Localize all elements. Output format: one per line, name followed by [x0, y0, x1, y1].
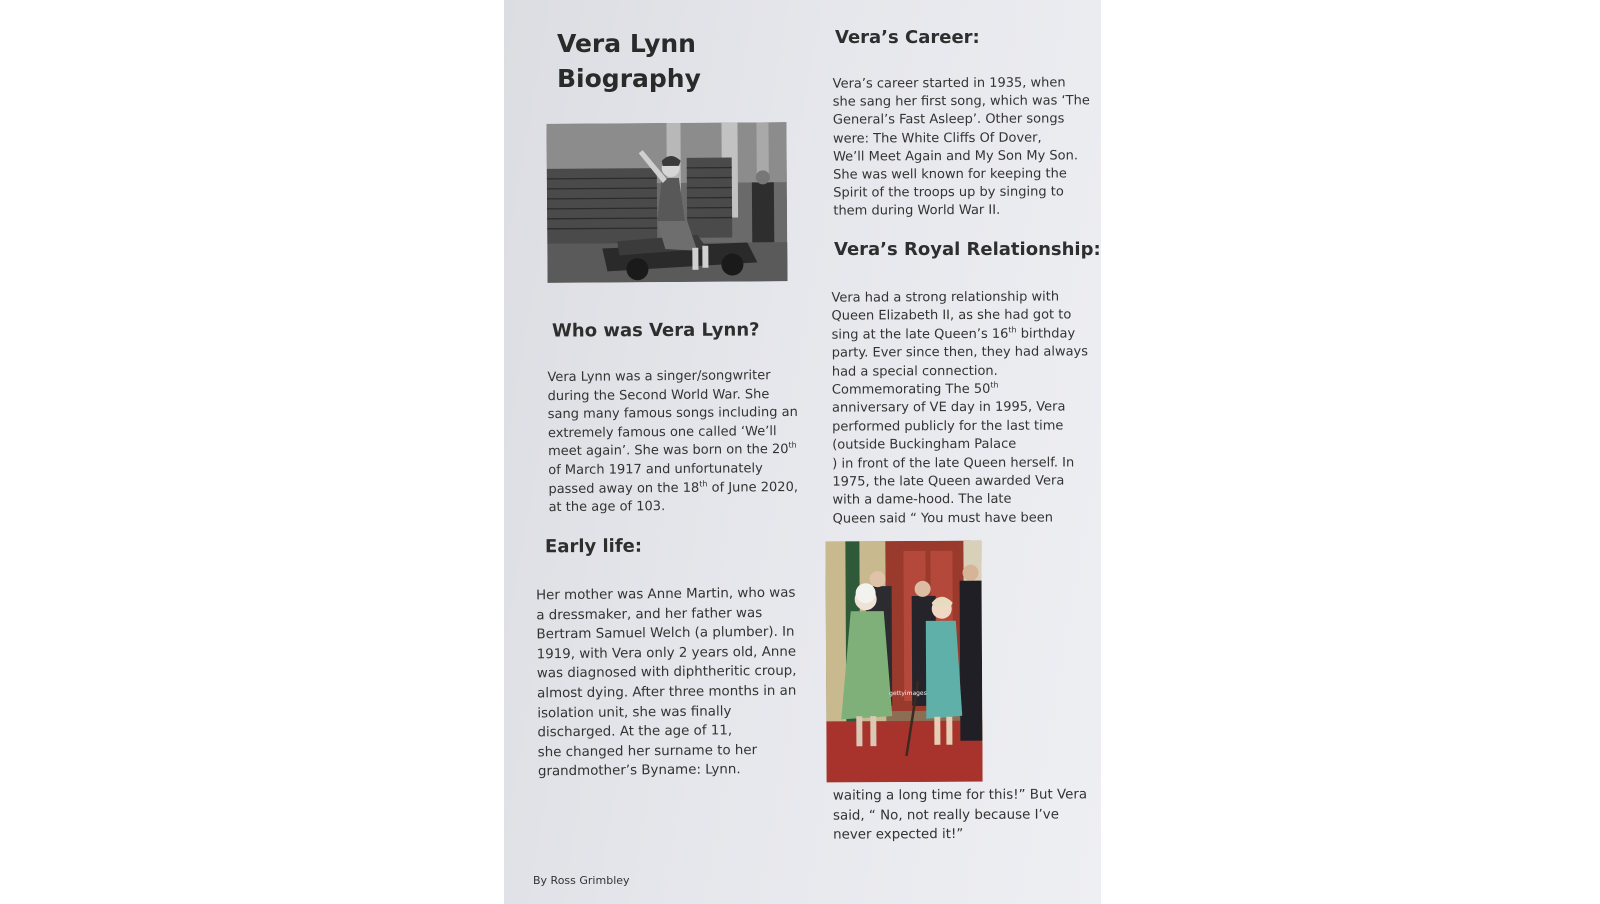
career-line: Vera’s career started in 1935, when — [832, 75, 1066, 92]
royal-line-text: sing at the late Queen’s 16 — [831, 326, 1009, 343]
watermark-text: gettyimages — [889, 689, 927, 698]
who-paragraph — [547, 367, 798, 518]
early-line: was diagnosed with diphtheritic croup, — [536, 664, 797, 682]
who-line: at the age of 103. — [548, 499, 666, 516]
early-life-heading: Early life: — [544, 535, 643, 558]
early-line: 1919, with Vera only 2 years old, Anne — [536, 644, 797, 663]
career-line: General’s Fast Asleep’. Other songs — [832, 111, 1065, 129]
who-line: during the Second World War. She — [547, 386, 770, 404]
career-paragraph — [833, 74, 1091, 221]
title-line-1: Vera Lynn — [557, 29, 696, 58]
royal-line: Queen said “ You must have been — [832, 510, 1054, 527]
early-line: isolation unit, she was finally — [537, 703, 732, 721]
closing-line: never expected it!” — [833, 827, 964, 843]
royal-line: party. Ever since then, they had always — [831, 344, 1089, 361]
career-line: were: The White Cliffs Of Dover, — [832, 130, 1042, 147]
who-line-tail: of June 2020, — [707, 479, 799, 496]
royal-line — [832, 325, 1088, 345]
early-line: grandmother’s Byname: Lynn. — [537, 762, 741, 780]
royal-line-tail: birthday — [1016, 326, 1076, 342]
royal-line: performed publicly for the last time — [832, 418, 1064, 435]
who-line: sang many famous songs including an — [547, 405, 798, 423]
career-line: She was well known for keeping the — [833, 166, 1067, 183]
royal-line: Queen Elizabeth II, as she had got to — [831, 307, 1072, 325]
vera-on-jeep-photo — [546, 122, 787, 283]
superscript: th — [699, 478, 708, 489]
who-line — [548, 441, 798, 462]
who-line — [548, 478, 798, 499]
royal-line: Vera had a strong relationship with — [831, 289, 1060, 306]
royal-line: anniversary of VE day in 1995, Vera — [831, 399, 1066, 417]
career-line: Spirit of the troops up by singing to — [833, 184, 1064, 201]
royal-line-text: Commemorating The 50 — [831, 381, 991, 398]
royal-line: had a special connection. — [831, 363, 998, 380]
early-life-paragraph — [536, 584, 798, 783]
who-line-text: passed away on the 18 — [548, 480, 700, 497]
royal-paragraph — [831, 288, 1089, 529]
who-line: extremely famous one called ‘We’ll — [547, 423, 777, 441]
early-line: almost dying. After three months in an — [537, 683, 797, 702]
royal-line: with a dame-hood. The late — [832, 492, 1012, 509]
early-line: a dressmaker, and her father was — [536, 605, 763, 623]
superscript: th — [1008, 325, 1017, 335]
career-line: them during World War II. — [833, 203, 1001, 220]
byline: By Ross Grimbley — [533, 874, 630, 887]
career-line: she sang her first song, which was ‘The — [832, 93, 1090, 110]
vera-on-jeep-photo-icon — [546, 122, 787, 283]
vera-meeting-queen-photo-icon — [825, 541, 982, 783]
superscript: th — [990, 380, 999, 390]
closing-line: said, “ No, not really because I’ve — [832, 807, 1059, 824]
who-line: of March 1917 and unfortunately — [548, 461, 763, 479]
title-line-2: Biography — [557, 64, 701, 93]
career-line: We’ll Meet Again and My Son My Son. — [833, 148, 1079, 165]
document-title — [557, 26, 787, 96]
royal-heading: Vera’s Royal Relationship: — [834, 239, 1101, 260]
early-line: Bertram Samuel Welch (a plumber). In — [536, 624, 795, 643]
career-heading: Vera’s Career: — [835, 27, 980, 48]
who-line: Vera Lynn was a singer/songwriter — [547, 368, 771, 386]
who-heading: Who was Vera Lynn? — [551, 319, 760, 342]
royal-line — [832, 380, 1088, 400]
superscript: th — [788, 440, 797, 451]
biography-sheet — [504, 0, 1101, 904]
royal-line: (outside Buckingham Palace — [832, 436, 1017, 453]
royal-line: ) in front of the late Queen herself. In — [832, 455, 1075, 472]
who-line-text: meet again’. She was born on the 20 — [548, 442, 789, 460]
royal-line: 1975, the late Queen awarded Vera — [832, 473, 1065, 490]
early-line: she changed her surname to her — [537, 742, 758, 761]
vera-meeting-queen-photo — [825, 541, 982, 783]
closing-line: waiting a long time for this!” But Vera — [832, 787, 1088, 804]
royal-closing-paragraph — [833, 785, 1087, 845]
early-line: Her mother was Anne Martin, who was — [536, 585, 796, 604]
early-line: discharged. At the age of 11, — [537, 723, 733, 741]
